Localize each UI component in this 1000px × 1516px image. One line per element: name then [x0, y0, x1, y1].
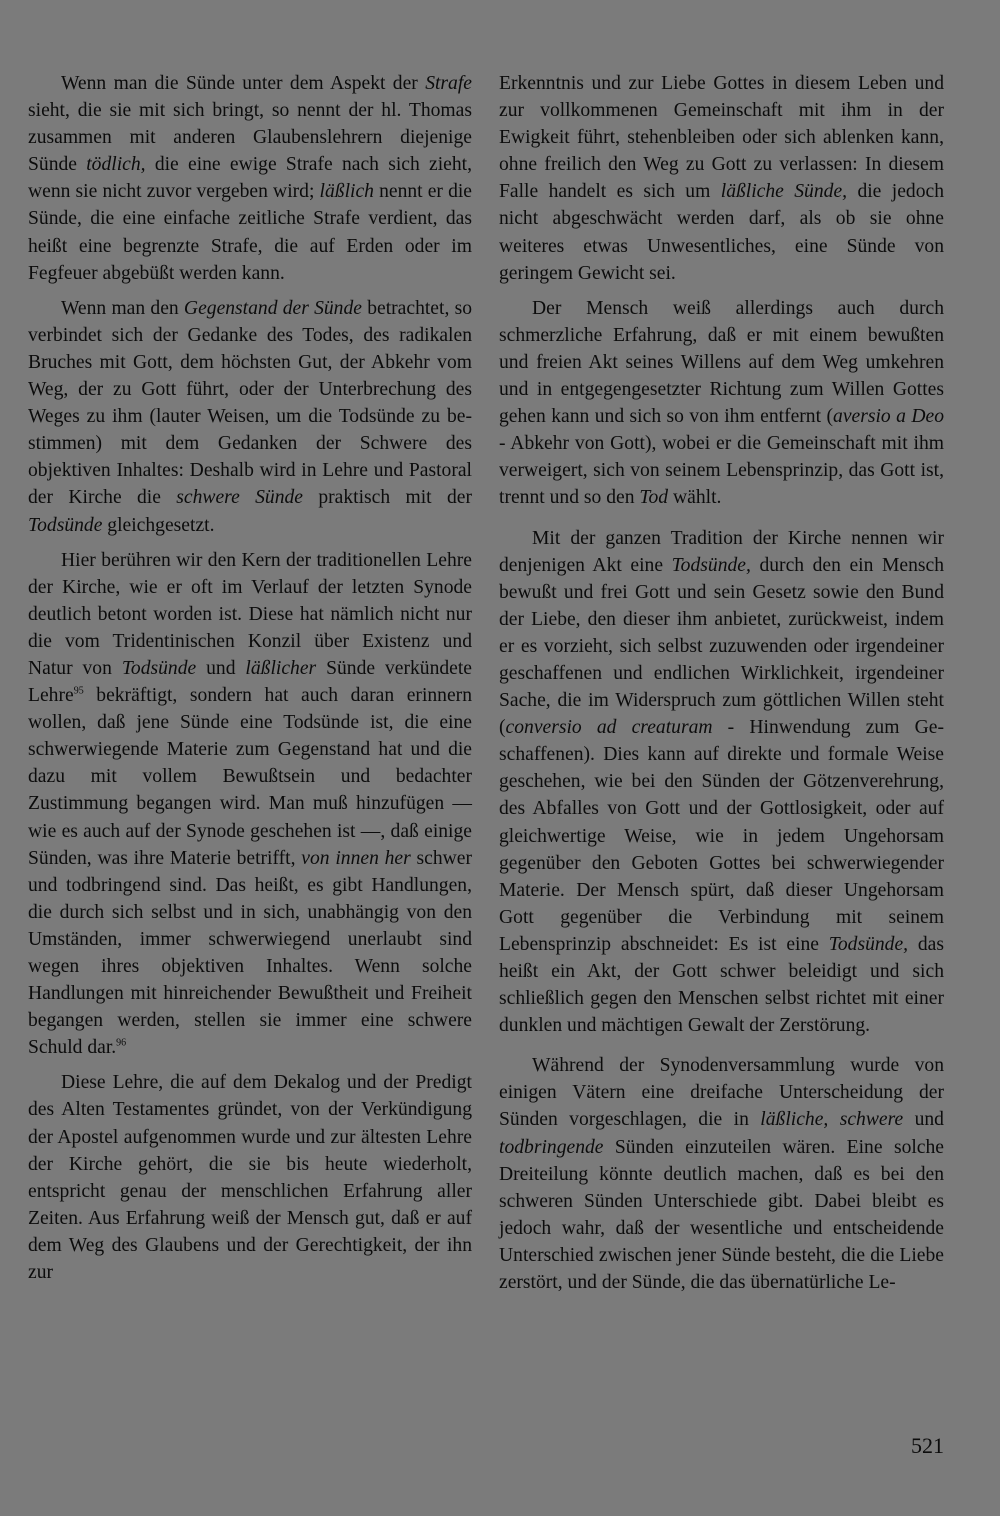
paragraph-p2 — [28, 295, 472, 539]
emphasis: läßliche, schwere — [760, 1109, 904, 1131]
text-run: - Abkehr von Gott), wobei er die Gemeinschaft mit ihm verweigert, sich von seinem Lebensprinzip, das Gott ist, trennt und so den — [499, 433, 944, 509]
text-run: Diese Lehre, die auf dem Dekalog und der Predigt des Alten Testamentes gründet, von der Verkündigung der Apostel aufgenommen wurde und zur ältesten Lehre der Kirche gehört, die sie bis heute wiederholt, entspricht genau der menschlichen Erfahrung aller Zeiten. Aus Erfahrung weiß der Mensch gut, daß er auf dem Weg des Glaubens und der Gerechtigkeit, der ihn zur — [28, 1072, 472, 1284]
text-run: betrachtet, so verbindet sich der Gedanke des Todes, des radikalen Bruches mit Gott, dem höchsten Gut, der Abkehr vom Weg, der zu Gott führt, oder der Unterbrechung des Weges zu ihm (lauter Weisen, um die Todsünde zu bestimmen) mit dem Gedanken der Schwere des objektiven Inhaltes: Deshalb wird in Lehre und Pastoral der Kirche die — [28, 297, 472, 509]
text-run: die eine ewige Strafe nach sich zieht, wenn sie nicht zuvor vergeben wird; — [28, 154, 472, 203]
text-run: die jedoch nicht abgeschwächt werden darf, als ob sie ohne weiteres etwas Unwesentliches, eine Sünde von geringem Gewicht sei. — [499, 181, 945, 284]
emphasis: Todsünde, — [828, 933, 909, 955]
emphasis: Todsünde, — [671, 554, 751, 576]
emphasis: Strafe — [425, 73, 472, 94]
text-run: wählt. — [668, 487, 722, 509]
text-run: gleichgesetzt. — [102, 514, 215, 536]
emphasis: läßliche Sünde, — [720, 181, 848, 203]
text-run: Während der Synodenversammlung wurde von einigen Vätern eine dreifache Unterscheidung der Sünden vorgeschlagen, die in — [499, 1055, 944, 1131]
text-run: bekräftigt, sondern hat auch daran erinnern wollen, daß jene Sünde eine Todsünde ist, die eine schwerwiegende Materie zum Gegenstand hat und die dazu mit vollem Bewußtsein und bedachter Zustimmung begangen wird. Man muß hinzufügen — wie es auch auf der Synode geschehen ist —, daß einige Sünden, was ihre Materie betrifft, — [28, 685, 472, 869]
left-column — [28, 70, 472, 1286]
footnote-ref: 96 — [116, 1037, 127, 1049]
text-run: Sünde verkündete Lehre — [28, 657, 473, 707]
emphasis: Tod — [639, 487, 669, 509]
text-run: Sünden einzuteilen wären. Eine solche Dreiteilung könnte deutlich machen, daß es bei den schweren Sünden Unterschiede gibt. Dabei bleibt es jedoch wahr, daß der wesentliche und entscheidende Unterschied zwischen jener Sünde besteht, die die Liebe zerstört, und der Sünde, die das übernatürliche Le- — [499, 1136, 944, 1294]
emphasis: todbringende — [499, 1136, 604, 1158]
paragraph-p3 — [28, 547, 472, 1062]
text-run: und — [196, 657, 246, 679]
text-run: Der Mensch weiß allerdings auch durch schmerzliche Erfahrung, daß er mit einem bewußten und freien Akt seines Willens auf dem Weg umkehren und in entgegengesetzter Richtung zum Willen Gottes gehen kann und sich so von ihm entfernt ( — [499, 297, 944, 428]
text-run: Mit der ganzen Tradition der Kirche nennen wir denjenigen Akt eine — [499, 527, 944, 576]
emphasis: Todsünde — [28, 514, 103, 536]
emphasis: aversio a Deo — [833, 406, 944, 428]
paragraph-p7 — [499, 525, 944, 1040]
paragraph-p6 — [499, 295, 944, 512]
paragraph-p5 — [499, 70, 944, 287]
text-run: praktisch mit der — [303, 487, 472, 509]
right-column — [499, 70, 944, 1296]
text-run: durch den ein Mensch bewußt und frei Gott und sein Gesetz sowie den Bund der Liebe, den dieser ihm anbietet, zurückweist, indem er es vorzieht, sich selbst zuzuwenden oder irgendeiner geschaffenen und endlichen Wirklichkeit, irgendeiner Sache, die im Widerspruch zum göttlichen Willen steht ( — [499, 554, 944, 739]
text-run: schwer und todbringend sind. Das heißt, es gibt Handlungen, die durch sich selbst und in sich, unabhängig von den Umständen, immer schwerwiegend unerlaubt sind wegen ihres objektiven Inhaltes. Wenn solche Handlungen mit hinreichender Bewußtheit und Freiheit begangen werden, stellen sie immer eine schwere Schuld dar. — [28, 847, 472, 1059]
emphasis: Todsünde — [121, 657, 197, 679]
text-run: und — [903, 1109, 944, 1131]
paragraph-p4 — [28, 1069, 472, 1286]
text-run: sieht, die sie mit sich bringt, so nennt der hl. Thomas zusammen mit anderen Glaubenslehrern diejenige Sünde — [28, 100, 472, 176]
text-run: Wenn man den — [61, 297, 184, 319]
page-number: 521 — [911, 1433, 944, 1458]
paragraph-p8 — [499, 1052, 944, 1296]
footnote-ref: 95 — [73, 685, 84, 697]
text-run: Wenn man die Sünde unter dem Aspekt der — [61, 73, 426, 94]
text-run: - Hinwendung zum Geschaffenen). Dies kann auf direkte und formale Weise geschehen, wie bei den Sünden der Götzenverehrung, des Abfalles von Gott und der Gottlosigkeit, oder auf gleichwertige Weise, wie in jedem Ungehorsam gegenüber den Geboten Gottes bei schwerwiegender Materie. Der Mensch spürt, daß dieser Ungehorsam Gott gegenüber die Verbindung mit seinem Lebensprinzip abschneidet: Es ist eine — [499, 717, 944, 955]
text-run: Hier berühren wir den Kern der traditionellen Lehre der Kirche, wie er oft im Verlauf der letzten Synode deutlich betont worden ist. Diese hat nämlich nicht nur die vom Tridentinischen Konzil über Existenz und Natur von — [28, 549, 472, 679]
emphasis: läßlich — [319, 181, 374, 203]
emphasis: läßlicher — [245, 657, 317, 679]
emphasis: von innen her — [301, 847, 411, 869]
emphasis: Gegenstand der Sünde — [183, 297, 362, 319]
text-run: Erkenntnis und zur Liebe Gottes in diesem Leben und zur vollkommenen Gemeinschaft mit ihm in der Ewigkeit führt, stehenbleiben oder sich ablenken kann, ohne freilich den Weg zu Gott zu verlassen: In diesem Falle handelt es sich um — [499, 73, 944, 203]
emphasis: tödlich, — [86, 154, 146, 176]
emphasis: conversio ad creaturam — [505, 717, 713, 739]
emphasis: schwere Sünde — [176, 487, 303, 509]
text-run: nennt er die Sünde, die eine einfache zeitliche Strafe verdient, das heißt eine begrenzte Strafe, die auf Erden oder im Fegfeuer abgebüßt werden kann. — [28, 181, 472, 284]
text-run: das heißt ein Akt, der Gott schwer beleidigt und sich schließlich gegen den Menschen selbst richtet mit einer dunklen und mächtigen Gewalt der Zerstörung. — [499, 933, 944, 1037]
paragraph-p1 — [28, 70, 472, 287]
